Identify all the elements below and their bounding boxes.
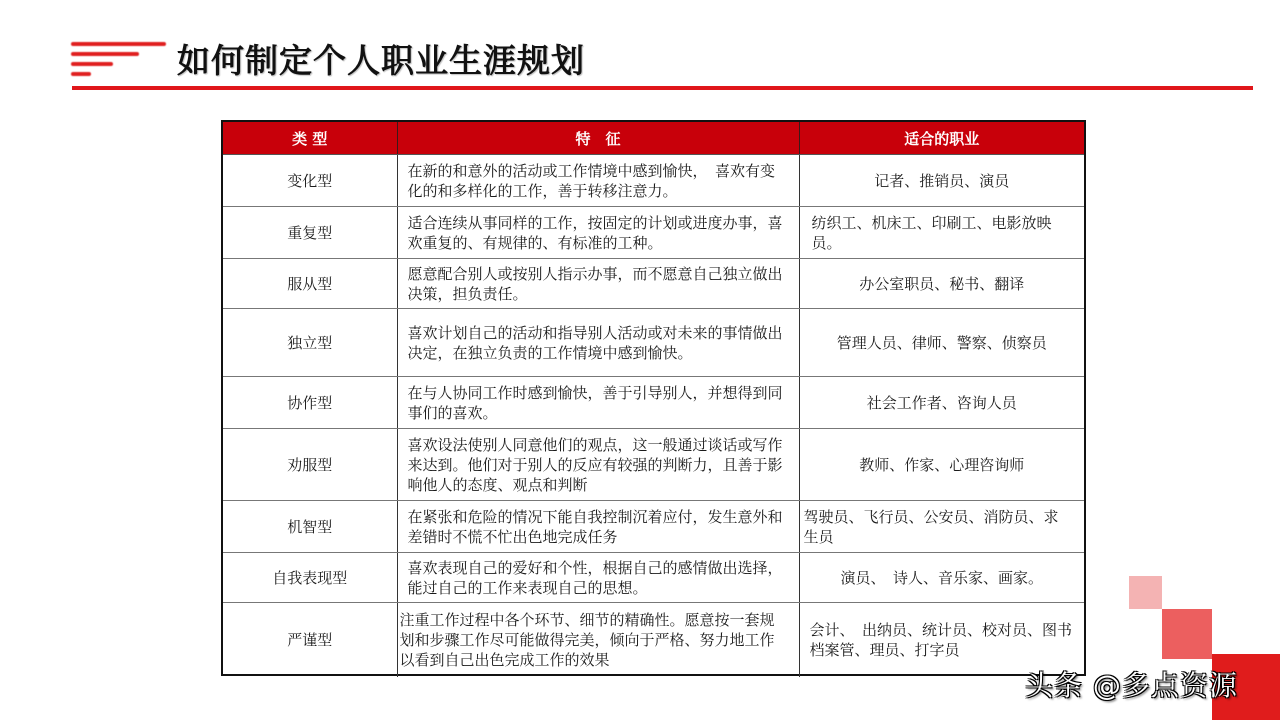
cell-feature: 喜欢设法使别人同意他们的观点，这一般通过谈话或写作来达到。他们对于别人的反应有较强的判断力，且善于影响他人的态度、观点和判断 xyxy=(397,429,799,501)
cell-type: 重复型 xyxy=(223,207,397,259)
cell-feature: 在与人协同工作时感到愉快，善于引导别人，并想得到同事们的喜欢。 xyxy=(397,377,799,429)
cell-type: 劝服型 xyxy=(223,429,397,501)
page-title: 如何制定个人职业生涯规划 xyxy=(177,41,585,80)
cell-jobs: 会计、 出纳员、统计员、校对员、图书档案管、理员、打字员 xyxy=(809,620,1073,659)
decor-square-medium xyxy=(1162,609,1212,659)
cell-feature: 喜欢计划自己的活动和指导别人活动或对未来的事情做出决定，在独立负责的工作情境中感到愉快。 xyxy=(397,309,799,377)
cell-feature: 在紧张和危险的情况下能自我控制沉着应付，发生意外和差错时不慌不忙出色地完成任务 xyxy=(397,501,799,553)
logo-stripes-icon xyxy=(71,42,171,82)
cell-jobs: 办公室职员、秘书、翻译 xyxy=(799,259,1084,309)
title-divider xyxy=(72,86,1253,90)
cell-type: 自我表现型 xyxy=(223,553,397,603)
table-row xyxy=(223,377,1084,429)
cell-feature: 注重工作过程中各个环节、细节的精确性。愿意按一套规划和步骤工作尽可能做得完美，倾向于严格、努力地工作以看到自己出色完成工作的效果 xyxy=(397,603,799,677)
decor-square-light xyxy=(1129,576,1162,609)
cell-jobs: 驾驶员、飞行员、公安员、消防员、求生员 xyxy=(799,501,1084,553)
cell-type: 独立型 xyxy=(223,309,397,377)
cell-feature: 适合连续从事同样的工作，按固定的计划或进度办事，喜欢重复的、有规律的、有标准的工种。 xyxy=(397,207,799,259)
cell-feature: 在新的和意外的活动或工作情境中感到愉快， 喜欢有变化的和多样化的工作，善于转移注意力。 xyxy=(397,155,799,207)
table-row xyxy=(223,309,1084,377)
cell-jobs: 社会工作者、咨询人员 xyxy=(799,377,1084,429)
cell-feature: 喜欢表现自己的爱好和个性，根据自己的感情做出选择，能过自己的工作来表现自己的思想。 xyxy=(397,553,799,603)
cell-jobs: 教师、作家、心理咨询师 xyxy=(799,429,1084,501)
table-row xyxy=(223,259,1084,309)
cell-jobs: 管理人员、律师、警察、侦察员 xyxy=(799,309,1084,377)
table-row xyxy=(223,155,1084,207)
table-row xyxy=(223,429,1084,501)
table-row xyxy=(223,501,1084,553)
cell-type: 服从型 xyxy=(223,259,397,309)
table-header-row xyxy=(223,122,1084,155)
table-row xyxy=(223,603,1084,677)
table-row xyxy=(223,553,1084,603)
career-type-table xyxy=(221,120,1086,676)
watermark-text: 头条 @多点资源 xyxy=(1025,669,1238,702)
header-feature: 特 征 xyxy=(397,122,799,155)
header-type: 类 型 xyxy=(223,122,397,155)
cell-type: 变化型 xyxy=(223,155,397,207)
cell-type: 协作型 xyxy=(223,377,397,429)
cell-type: 严谨型 xyxy=(223,603,397,677)
cell-jobs: 纺织工、机床工、印刷工、电影放映员。 xyxy=(799,207,1084,259)
header-jobs: 适合的职业 xyxy=(799,122,1084,155)
cell-jobs: 记者、推销员、演员 xyxy=(799,155,1084,207)
cell-jobs: 演员、 诗人、音乐家、画家。 xyxy=(799,553,1084,603)
table-row xyxy=(223,207,1084,259)
cell-feature: 愿意配合别人或按别人指示办事，而不愿意自己独立做出决策，担负责任。 xyxy=(397,259,799,309)
cell-type: 机智型 xyxy=(223,501,397,553)
